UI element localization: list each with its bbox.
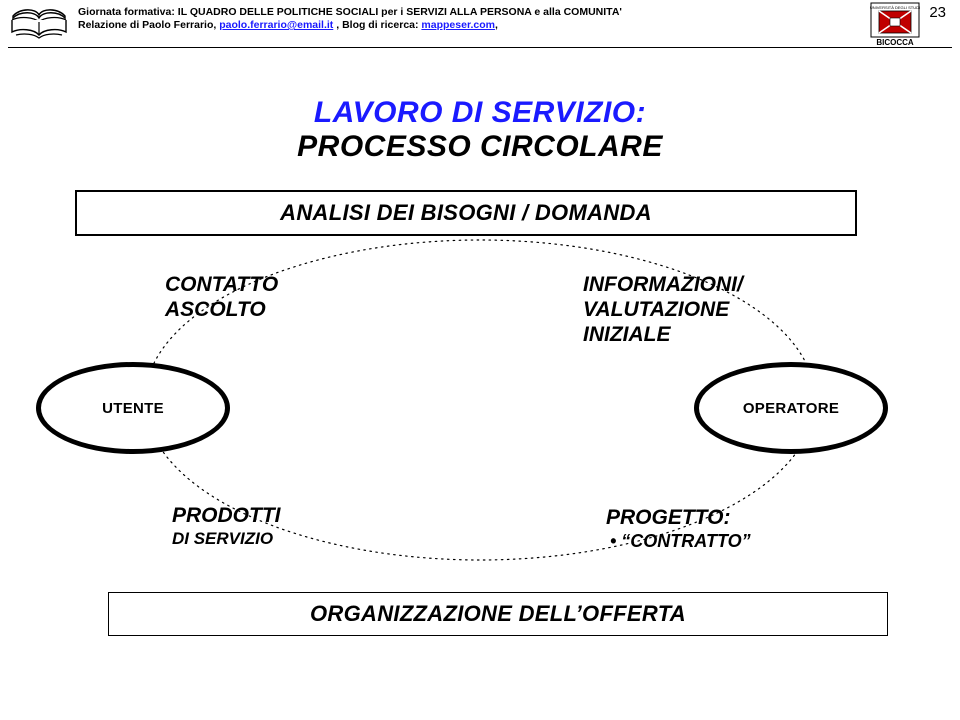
node-utente xyxy=(36,362,230,454)
bottom-box-organizzazione-offerta xyxy=(108,592,888,636)
header-line2-suffix: , xyxy=(494,19,498,31)
stage-prodotti-di-servizio xyxy=(172,503,281,549)
stage-progetto-line-2: • “CONTRATTO” xyxy=(610,531,751,551)
stage-informazioni-line-3: INIZIALE xyxy=(583,323,671,346)
blog-link[interactable]: mappeser.com xyxy=(421,19,495,31)
page-title xyxy=(0,96,960,164)
university-bicocca-crest xyxy=(866,2,924,48)
stage-contatto-ascolto xyxy=(165,272,278,322)
header-divider xyxy=(8,47,952,48)
slide-number: 23 xyxy=(929,4,946,21)
stage-progetto-line-1: PROGETTO: xyxy=(606,506,731,529)
stage-informazioni-valutazione xyxy=(583,272,743,347)
header-credits xyxy=(78,6,858,32)
bottom-box-label: ORGANIZZAZIONE DELL’OFFERTA xyxy=(310,601,686,626)
stage-contatto-line-2: ASCOLTO xyxy=(165,298,266,321)
stage-contatto-line-1: CONTATTO xyxy=(165,273,279,296)
svg-text:UNIVERSITÀ DEGLI STUDI: UNIVERSITÀ DEGLI STUDI xyxy=(869,5,921,10)
stage-informazioni-line-1: INFORMAZIONI/ xyxy=(583,273,743,296)
title-line-2: PROCESSO CIRCOLARE xyxy=(297,130,663,163)
svg-text:BICOCCA: BICOCCA xyxy=(876,38,914,47)
header-line2-prefix: Relazione di Paolo Ferrario, xyxy=(78,19,220,31)
email-link[interactable]: paolo.ferrario@email.it xyxy=(219,19,334,31)
header-line-1: Giornata formativa: IL QUADRO DELLE POLITICHE SOCIALI per i SERVIZI ALLA PERSONA e alla COMUNITA' xyxy=(78,6,622,18)
node-operatore-label: OPERATORE xyxy=(742,399,840,417)
stage-prodotti-line-1: PRODOTTI xyxy=(172,504,281,527)
slide-header xyxy=(0,0,960,52)
top-box-label: ANALISI DEI BISOGNI / DOMANDA xyxy=(280,200,652,225)
open-book-logo xyxy=(10,6,68,44)
title-line-1: LAVORO DI SERVIZIO: xyxy=(313,96,647,129)
stage-prodotti-line-2: DI SERVIZIO xyxy=(172,529,274,548)
stage-progetto-contratto xyxy=(606,505,751,552)
stage-informazioni-line-2: VALUTAZIONE xyxy=(583,298,730,321)
node-operatore xyxy=(694,362,888,454)
top-box-analisi-bisogni xyxy=(75,190,857,236)
node-utente-label: UTENTE xyxy=(102,399,164,417)
header-line-2 xyxy=(78,19,858,32)
header-line2-mid: , Blog di ricerca: xyxy=(333,19,422,31)
